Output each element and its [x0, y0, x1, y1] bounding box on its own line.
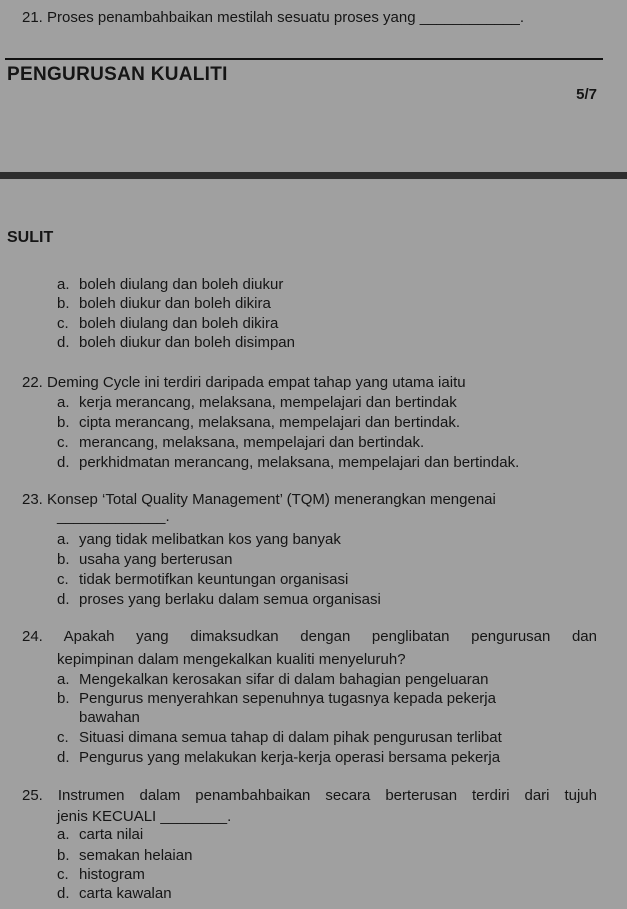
option-text: cipta merancang, melaksana, mempelajari dan bertindak. — [79, 414, 461, 431]
q24-option-b-cont: bawahan — [79, 709, 140, 726]
option-letter: c. — [57, 729, 69, 746]
q23-option-a — [57, 531, 341, 549]
option-letter: b. — [57, 690, 70, 707]
option-letter: b. — [57, 295, 70, 312]
option-text: Mengekalkan kerosakan sifar di dalam bahagian pengeluaran — [79, 671, 489, 688]
option-text: semakan helaian — [79, 847, 193, 864]
option-text: yang tidak melibatkan kos yang banyak — [79, 531, 341, 548]
option-letter: d. — [57, 591, 70, 608]
option-text: histogram — [79, 866, 145, 883]
option-letter: b. — [57, 847, 70, 864]
option-letter: c. — [57, 315, 69, 332]
option-text: boleh diulang dan boleh diukur — [79, 276, 284, 293]
option-text: Pengurus yang melakukan kerja-kerja operasi bersama pekerja — [79, 749, 501, 766]
q21-option-a — [57, 276, 283, 294]
question-23: 23. Konsep ‘Total Quality Management’ (TQM) menerangkan mengenai — [22, 491, 496, 508]
option-letter: c. — [57, 434, 69, 451]
option-text: boleh diukur dan boleh disimpan — [79, 334, 295, 351]
option-letter: d. — [57, 885, 70, 902]
q23-option-c — [57, 571, 348, 589]
question-25-cont: jenis KECUALI ________. — [57, 808, 232, 825]
option-letter: a. — [57, 276, 70, 293]
option-text: kerja merancang, melaksana, mempelajari dan bertindak — [79, 394, 457, 411]
option-letter: d. — [57, 334, 70, 351]
option-text: merancang, melaksana, mempelajari dan bertindak. — [79, 434, 425, 451]
q24-option-b — [57, 690, 496, 708]
q23-option-d — [57, 591, 381, 609]
q25-option-a — [57, 826, 143, 844]
q24-option-a — [57, 671, 488, 689]
page-break-bar — [0, 172, 627, 179]
classification-label: SULIT — [7, 229, 54, 246]
q23-option-b — [57, 551, 232, 569]
q22-option-b — [57, 414, 460, 432]
question-21: 21. Proses penambahbaikan mestilah sesuatu proses yang ____________. — [22, 9, 525, 26]
question-24: 24. Apakah yang dimaksudkan dengan penglibatan pengurusan dan — [22, 628, 597, 645]
option-letter: d. — [57, 454, 70, 471]
question-22: 22. Deming Cycle ini terdiri daripada empat tahap yang utama iaitu — [22, 374, 466, 391]
option-text: proses yang berlaku dalam semua organisasi — [79, 591, 381, 608]
option-text: boleh diukur dan boleh dikira — [79, 295, 271, 312]
option-letter: d. — [57, 749, 70, 766]
option-letter: a. — [57, 671, 70, 688]
option-letter: c. — [57, 866, 69, 883]
page-header-title: PENGURUSAN KUALITI — [7, 64, 228, 85]
q25-option-d — [57, 885, 172, 903]
page-number: 5/7 — [576, 86, 597, 103]
question-25: 25. Instrumen dalam penambahbaikan secara berterusan terdiri dari tujuh — [22, 787, 597, 804]
divider-line — [5, 58, 603, 60]
q21-option-b — [57, 295, 271, 313]
q21-option-d — [57, 334, 295, 352]
option-text: carta kawalan — [79, 885, 172, 902]
option-text: perkhidmatan merancang, melaksana, mempelajari dan bertindak. — [79, 454, 520, 471]
q22-option-c — [57, 434, 424, 452]
option-letter: b. — [57, 551, 70, 568]
option-text: tidak bermotifkan keuntungan organisasi — [79, 571, 349, 588]
option-text: carta nilai — [79, 826, 144, 843]
option-text: usaha yang berterusan — [79, 551, 233, 568]
q22-option-d — [57, 454, 519, 472]
option-text: boleh diulang dan boleh dikira — [79, 315, 279, 332]
option-letter: a. — [57, 394, 70, 411]
q24-option-c — [57, 729, 502, 747]
question-24-cont: kepimpinan dalam mengekalkan kualiti menyeluruh? — [57, 651, 406, 668]
q22-option-a — [57, 394, 457, 412]
option-text: Pengurus menyerahkan sepenuhnya tugasnya kepada pekerja — [79, 690, 496, 707]
q21-option-c — [57, 315, 278, 333]
q24-option-d — [57, 749, 500, 767]
q25-option-c — [57, 866, 145, 884]
q25-option-b — [57, 847, 192, 865]
q23-answer-blank: _____________. — [57, 508, 170, 525]
option-letter: a. — [57, 531, 70, 548]
option-text: Situasi dimana semua tahap di dalam pihak pengurusan terlibat — [79, 729, 502, 746]
option-letter: a. — [57, 826, 70, 843]
option-letter: c. — [57, 571, 69, 588]
option-letter: b. — [57, 414, 70, 431]
